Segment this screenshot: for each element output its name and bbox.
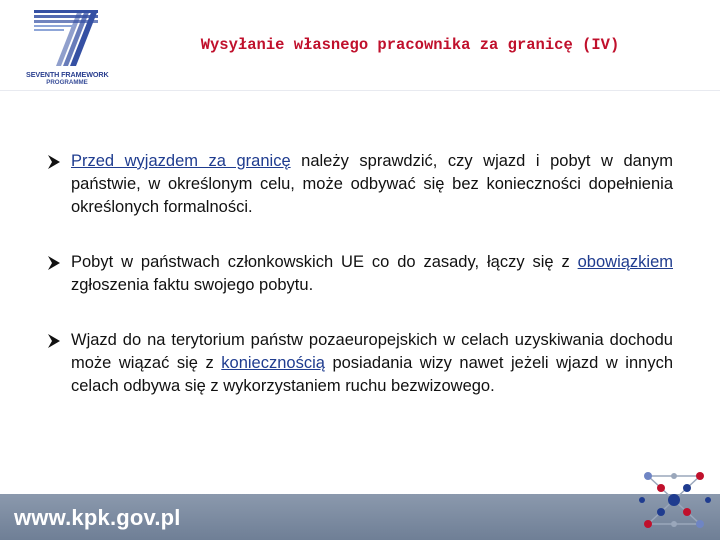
bullet-link[interactable]: obowiązkiem — [577, 253, 673, 271]
bullet-link[interactable]: koniecznością — [221, 354, 325, 372]
logo-text-line2: PROGRAMME — [46, 79, 88, 86]
slide-title: Wysyłanie własnego pracownika za granicę (IV) — [200, 36, 620, 54]
logo-text-line1: SEVENTH FRAMEWORK — [26, 70, 109, 79]
bullet-item — [46, 150, 673, 219]
fp7-logo — [26, 4, 108, 88]
bullet-link[interactable]: Przed wyjazdem za granicę — [71, 152, 291, 170]
footer-url[interactable]: www.kpk.gov.pl — [14, 505, 181, 530]
arrow-bullet-icon — [46, 255, 62, 271]
footer-bar — [0, 494, 720, 540]
fp7-seven-icon — [26, 4, 108, 70]
bullet-text: Pobyt w państwach członkowskich UE co do zasady, łączy się z — [71, 253, 578, 271]
bullet-text: należy sprawdzić, czy wjazd i pobyt w danym państwie, w określonym celu, może odbywać się bez konieczności dopełnienia określonych formalności. — [71, 152, 673, 216]
arrow-bullet-icon — [46, 333, 62, 349]
network-logo-icon — [634, 462, 716, 536]
bullet-item — [46, 329, 673, 398]
slide-header — [0, 0, 720, 91]
bullet-text: Wjazd do na terytorium państw pozaeuropejskich w celach uzyskiwania dochodu może wiązać się z — [71, 331, 673, 372]
bullet-text: zgłoszenia faktu swojego pobytu. — [71, 276, 314, 294]
arrow-bullet-icon — [46, 154, 62, 170]
bullet-item — [46, 251, 673, 297]
bullet-text: posiadania wizy nawet jeżeli wjazd w innych celach odbywa się z wykorzystaniem ruchu bezwizowego. — [71, 354, 673, 395]
bullet-list — [46, 150, 673, 398]
